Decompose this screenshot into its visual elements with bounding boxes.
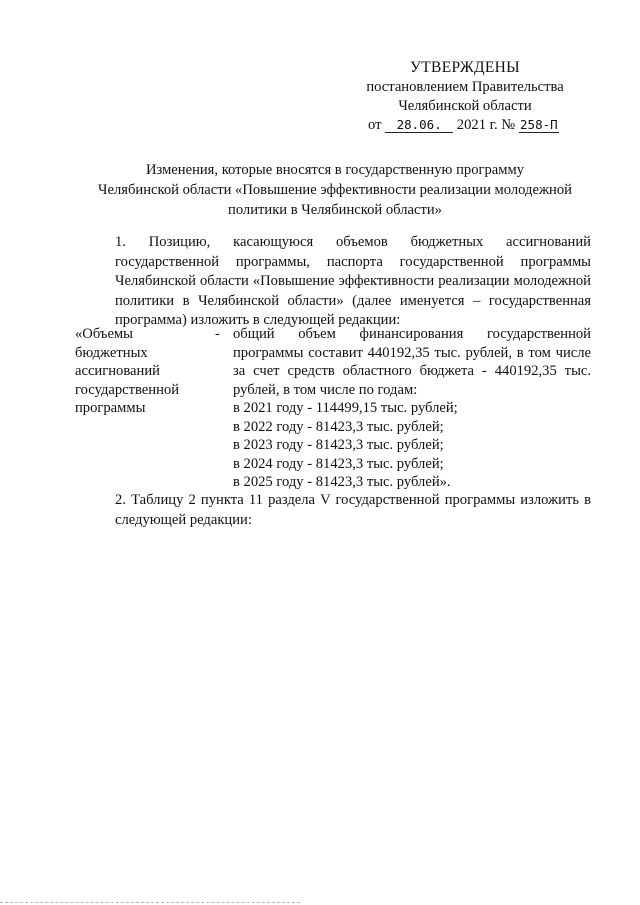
date-year: 2021 г. № — [456, 117, 516, 133]
spec-label — [75, 325, 215, 418]
spec-label-line: «Объемы — [75, 326, 133, 342]
document-title — [80, 160, 590, 220]
date-prefix: от — [368, 117, 382, 133]
spec-content-text: общий объем финансирования государственной программы составит 440192,35 тыс. рублей, в том числе за счет средств областного бюджета - 440192,35 тыс. рублей, в том числе по годам: — [233, 326, 591, 398]
year-item: в 2021 году - 114499,15 тыс. рублей; — [233, 400, 458, 416]
approval-block — [350, 58, 580, 135]
approval-line-2: Челябинской области — [398, 98, 532, 114]
year-item: в 2025 году - 81423,3 тыс. рублей». — [233, 474, 451, 490]
paragraph-2-text: 2. Таблицу 2 пункта 11 раздела V государственной программы изложить в следующей редакции: — [115, 492, 591, 528]
spec-label-line: программы — [75, 400, 146, 416]
title-line-3: политики в Челябинской области» — [228, 202, 442, 218]
spec-dash: - — [215, 326, 220, 342]
paragraph-1 — [75, 233, 591, 331]
year-item: в 2022 году - 81423,3 тыс. рублей; — [233, 418, 444, 435]
approval-title: УТВЕРЖДЕНЫ — [410, 59, 520, 76]
scan-edge-artifact — [0, 900, 300, 903]
handwritten-number: 258-П — [520, 117, 558, 132]
title-line-1: Изменения, которые вносятся в государственную программу — [145, 162, 525, 178]
title-line-2: Челябинской области «Повышение эффективности реализации молодежной — [98, 182, 572, 198]
year-item: в 2024 году - 81423,3 тыс. рублей; — [233, 455, 444, 472]
spec-label-line: бюджетных — [75, 344, 148, 361]
paragraph-1-text: 1. Позицию, касающуюся объемов бюджетных ассигнований государственной программы, паспорта государственной программы Челябинской области «Повышение эффективности реализации молодежной политики в Челябинской области» (далее именуется – государственная программа) изложить в следующей редакции: — [115, 234, 591, 328]
spec-years-list — [233, 399, 591, 492]
spec-label-line: ассигнований — [75, 363, 160, 379]
approval-date-line — [350, 116, 580, 135]
handwritten-date: 28.06. — [385, 117, 453, 133]
spec-content — [233, 325, 591, 492]
year-item: в 2023 году - 81423,3 тыс. рублей; — [233, 437, 444, 453]
spec-label-line: государственной — [75, 381, 180, 398]
approval-line-1: постановлением Правительства — [366, 79, 564, 95]
paragraph-2 — [75, 491, 591, 530]
